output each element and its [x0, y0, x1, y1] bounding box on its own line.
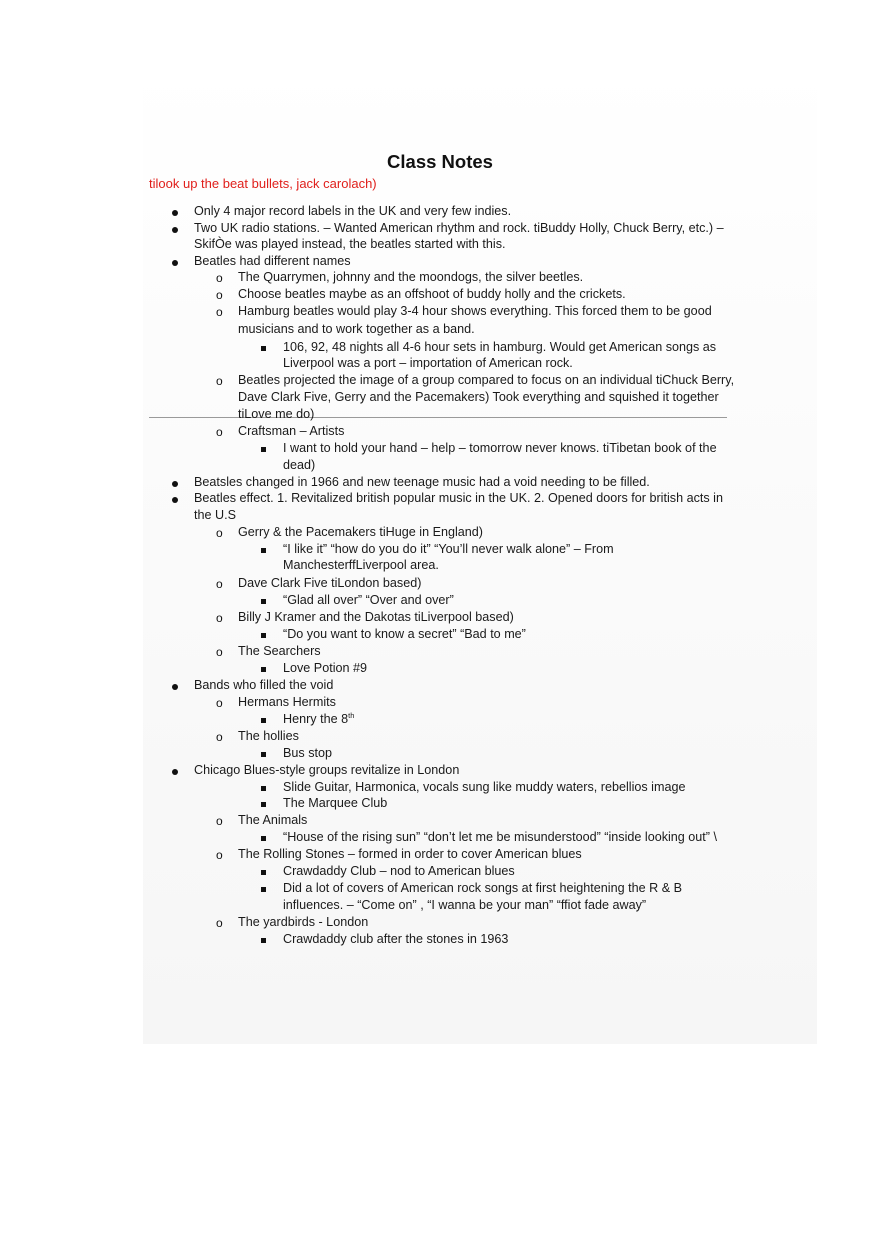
list-item-continuation: the U.S	[194, 508, 236, 522]
list-item: Bands who filled the void	[194, 678, 334, 692]
list-item: 106, 92, 48 nights all 4-6 hour sets in hamburg. Would get American songs as	[283, 340, 717, 354]
bullet-circle-icon: o	[216, 271, 223, 285]
superscript: th	[348, 710, 355, 720]
list-item: Billy J Kramer and the Dakotas tiLiverpool based)	[238, 610, 514, 624]
list-item-continuation: tiLove me do)	[238, 407, 315, 421]
list-item: Beatles had different names	[194, 254, 351, 268]
list-item: Dave Clark Five tiLondon based)	[238, 576, 422, 590]
bullet-square-icon	[261, 447, 266, 452]
horizontal-rule	[149, 417, 727, 418]
list-item: Bus stop	[283, 746, 333, 760]
list-item: The Animals	[238, 813, 308, 827]
list-item: The Searchers	[238, 644, 321, 658]
list-item: The yardbirds - London	[238, 915, 369, 929]
list-item: Only 4 major record labels in the UK and very few indies.	[194, 204, 512, 218]
bullet-circle-icon: o	[216, 730, 223, 744]
list-item: Gerry & the Pacemakers tiHuge in England)	[238, 525, 483, 539]
list-item: I want to hold your hand – help – tomorrow never knows. tiTibetan book of the	[283, 441, 717, 455]
list-item: Chicago Blues-style groups revitalize in London	[194, 763, 460, 777]
bullet-square-icon	[261, 836, 266, 841]
list-item: Craftsman – Artists	[238, 424, 345, 438]
list-item: Two UK radio stations. – Wanted American rhythm and rock. tiBuddy Holly, Chuck Berry, etc.) –	[194, 221, 724, 235]
list-item: Beatles effect. 1. Revitalized british popular music in the UK. 2. Opened doors for british acts in	[194, 491, 723, 505]
list-item-continuation: Dave Clark Five, Gerry and the Pacemakers) Took everything and squished it together	[238, 390, 719, 404]
list-item: Crawdaddy Club – nod to American blues	[283, 864, 515, 878]
bullet-circle-icon: o	[216, 696, 223, 710]
list-item-continuation: dead)	[283, 458, 316, 472]
bullet-circle-icon: o	[216, 374, 223, 388]
bullet-square-icon	[261, 346, 266, 351]
list-item: Henry the 8th	[283, 710, 355, 726]
list-item: The Marquee Club	[283, 796, 388, 810]
bullet-square-icon	[261, 633, 266, 638]
bullet-dot-icon	[172, 210, 178, 216]
list-item: “Glad all over” “Over and over”	[283, 593, 454, 607]
bullet-dot-icon	[172, 481, 178, 487]
bullet-square-icon	[261, 870, 266, 875]
list-item-continuation: ManchesterffLiverpool area.	[283, 558, 439, 572]
document-title: Class Notes	[387, 151, 493, 172]
list-item: Love Potion #9	[283, 661, 368, 675]
bullet-dot-icon	[172, 497, 178, 503]
bullet-circle-icon: o	[216, 288, 223, 302]
list-item: The Quarrymen, johnny and the moondogs, the silver beetles.	[238, 270, 584, 284]
list-item: Slide Guitar, Harmonica, vocals sung like muddy waters, rebellios image	[283, 780, 686, 794]
list-item: Did a lot of covers of American rock songs at first heightening the R & B	[283, 881, 682, 895]
list-item: Hamburg beatles would play 3-4 hour shows everything. This forced them to be good	[238, 304, 712, 318]
list-item: The Rolling Stones – formed in order to cover American blues	[238, 847, 582, 861]
list-item: Beatsles changed in 1966 and new teenage music had a void needing to be filled.	[194, 475, 650, 489]
bullet-square-icon	[261, 548, 266, 553]
bullet-circle-icon: o	[216, 425, 223, 439]
bullet-square-icon	[261, 802, 266, 807]
bullet-circle-icon: o	[216, 526, 223, 540]
bullet-square-icon	[261, 887, 266, 892]
bullet-circle-icon: o	[216, 645, 223, 659]
bullet-square-icon	[261, 718, 266, 723]
list-item: Beatles projected the image of a group compared to focus on an individual tiChuck Berry,	[238, 373, 735, 387]
list-item-continuation: musicians and to work together as a band.	[238, 322, 475, 336]
list-item-continuation: influences. – “Come on” , “I wanna be your man” “ffiot fade away”	[283, 898, 647, 912]
bullet-circle-icon: o	[216, 916, 223, 930]
list-item-continuation: SkifÒe was played instead, the beatles started with this.	[194, 237, 506, 251]
bullet-square-icon	[261, 667, 266, 672]
bullet-square-icon	[261, 938, 266, 943]
list-item: “Do you want to know a secret” “Bad to me”	[283, 627, 526, 641]
bullet-dot-icon	[172, 260, 178, 266]
bullet-square-icon	[261, 599, 266, 604]
bullet-dot-icon	[172, 227, 178, 233]
bullet-circle-icon: o	[216, 305, 223, 319]
bullet-circle-icon: o	[216, 611, 223, 625]
bullet-dot-icon	[172, 684, 178, 690]
bullet-square-icon	[261, 752, 266, 757]
bullet-circle-icon: o	[216, 848, 223, 862]
list-item: Hermans Hermits	[238, 695, 336, 709]
list-item: The hollies	[238, 729, 299, 743]
list-item-continuation: Liverpool was a port – importation of American rock.	[283, 356, 573, 370]
bullet-circle-icon: o	[216, 577, 223, 591]
bullet-dot-icon	[172, 769, 178, 775]
list-item: Choose beatles maybe as an offshoot of buddy holly and the crickets.	[238, 287, 626, 301]
bullet-square-icon	[261, 786, 266, 791]
list-item: “House of the rising sun” “don’t let me be misunderstood” “inside looking out” \	[283, 830, 717, 844]
list-item: Crawdaddy club after the stones in 1963	[283, 932, 509, 946]
red-note: tilook up the beat bullets, jack carolach)	[149, 176, 377, 191]
list-item: “I like it” “how do you do it” “You’ll never walk alone” – From	[283, 542, 614, 556]
bullet-circle-icon: o	[216, 814, 223, 828]
